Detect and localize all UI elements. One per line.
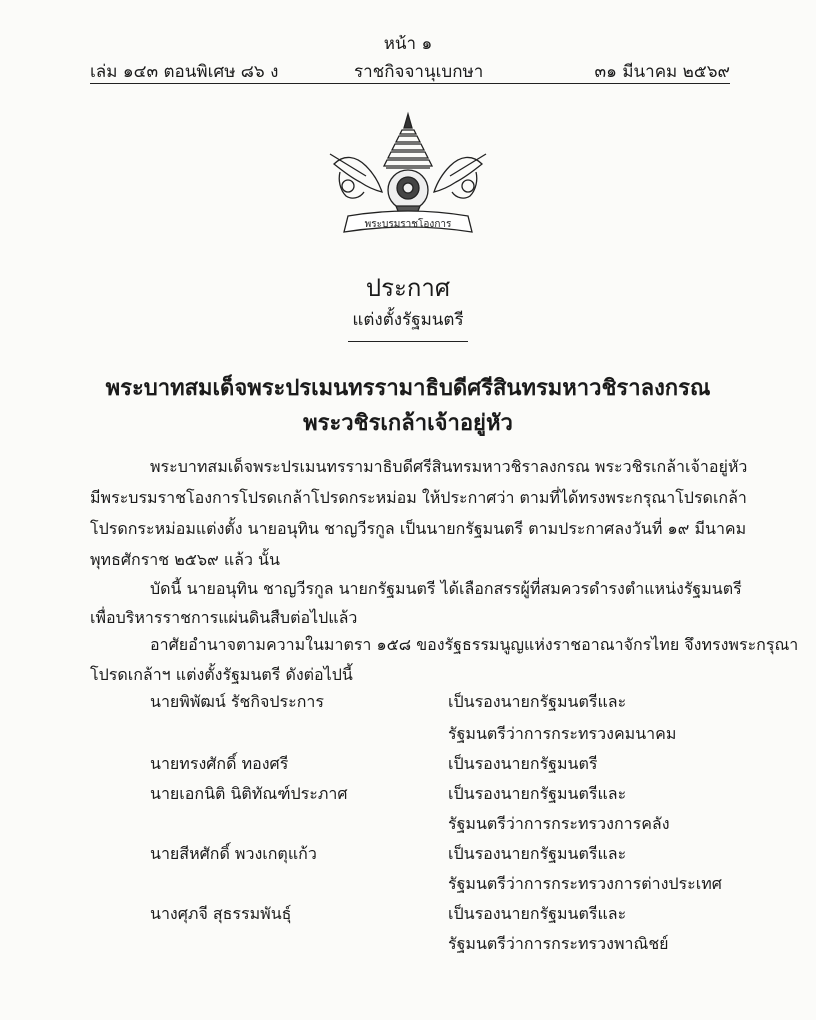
paragraph-line: โปรดเกล้าฯ แต่งตั้งรัฐมนตรี ดังต่อไปนี้ xyxy=(90,665,353,684)
appointee-name: นายพิพัฒน์ รัชกิจประการ xyxy=(150,692,324,711)
appointee-position: เป็นรองนายกรัฐมนตรีและ xyxy=(448,904,627,923)
paragraph-line: บัดนี้ นายอนุทิน ชาญวีรกูล นายกรัฐมนตรี ได้เลือกสรรผู้ที่สมควรดำรงตำแหน่งรัฐมนตรี xyxy=(150,579,742,598)
paragraph-line: มีพระบรมราชโองการโปรดเกล้าโปรดกระหม่อม ให้ประกาศว่า ตามที่ได้ทรงพระกรุณาโปรดเกล้า xyxy=(90,488,747,507)
document-subtitle: แต่งตั้งรัฐมนตรี xyxy=(352,310,464,330)
appointee-name: นายทรงศักดิ์ ทองศรี xyxy=(150,754,289,773)
appointee-position: เป็นรองนายกรัฐมนตรีและ xyxy=(448,692,627,711)
king-title-line: พระบาทสมเด็จพระปรเมนทรรามาธิบดีศรีสินทรมหาวชิราลงกรณ xyxy=(105,375,711,401)
appointee-name: นางศุภจี สุธรรมพันธุ์ xyxy=(150,904,292,923)
royal-garuda-emblem-icon xyxy=(326,110,490,238)
volume-issue: เล่ม ๑๔๓ ตอนพิเศษ ๘๖ ง xyxy=(90,62,279,82)
appointee-position: เป็นรองนายกรัฐมนตรีและ xyxy=(448,784,627,803)
appointee-position: รัฐมนตรีว่าการกระทรวงพาณิชย์ xyxy=(448,934,669,953)
paragraph-line: เพื่อบริหารราชการแผ่นดินสืบต่อไปแล้ว xyxy=(90,608,358,627)
appointee-position: รัฐมนตรีว่าการกระทรวงคมนาคม xyxy=(448,724,677,743)
paragraph-line: อาศัยอำนาจตามความในมาตรา ๑๕๘ ของรัฐธรรมนูญแห่งราชอาณาจักรไทย จึงทรงพระกรุณา xyxy=(150,635,799,654)
king-title-line: พระวชิรเกล้าเจ้าอยู่หัว xyxy=(303,410,513,436)
appointee-name: นายสีหศักดิ์ พวงเกตุแก้ว xyxy=(150,844,317,863)
header-divider xyxy=(90,83,730,84)
document-title: ประกาศ xyxy=(365,274,451,302)
publication-date: ๓๑ มีนาคม ๒๕๖๙ xyxy=(594,62,730,82)
paragraph-line: พระบาทสมเด็จพระปรเมนทรรามาธิบดีศรีสินทรมหาวชิราลงกรณ พระวชิรเกล้าเจ้าอยู่หัว xyxy=(150,457,748,476)
appointee-position: รัฐมนตรีว่าการกระทรวงการต่างประเทศ xyxy=(448,874,722,893)
paragraph-line: โปรดกระหม่อมแต่งตั้ง นายอนุทิน ชาญวีรกูล เป็นนายกรัฐมนตรี ตามประกาศลงวันที่ ๑๙ มีนาคม xyxy=(90,519,747,538)
gazette-header xyxy=(90,58,730,82)
gazette-name: ราชกิจจานุเบกษา xyxy=(354,62,484,82)
appointee-position: เป็นรองนายกรัฐมนตรี xyxy=(448,754,598,773)
appointee-position: รัฐมนตรีว่าการกระทรวงการคลัง xyxy=(448,814,670,833)
page-number: หน้า ๑ xyxy=(383,34,433,54)
appointee-position: เป็นรองนายกรัฐมนตรีและ xyxy=(448,844,627,863)
title-divider xyxy=(348,341,468,342)
appointee-name: นายเอกนิติ นิติทัณฑ์ประภาศ xyxy=(150,784,348,803)
paragraph-line: พุทธศักราช ๒๕๖๙ แล้ว นั้น xyxy=(90,550,280,569)
emblem-ribbon-text: พระบรมราชโองการ xyxy=(364,219,452,230)
